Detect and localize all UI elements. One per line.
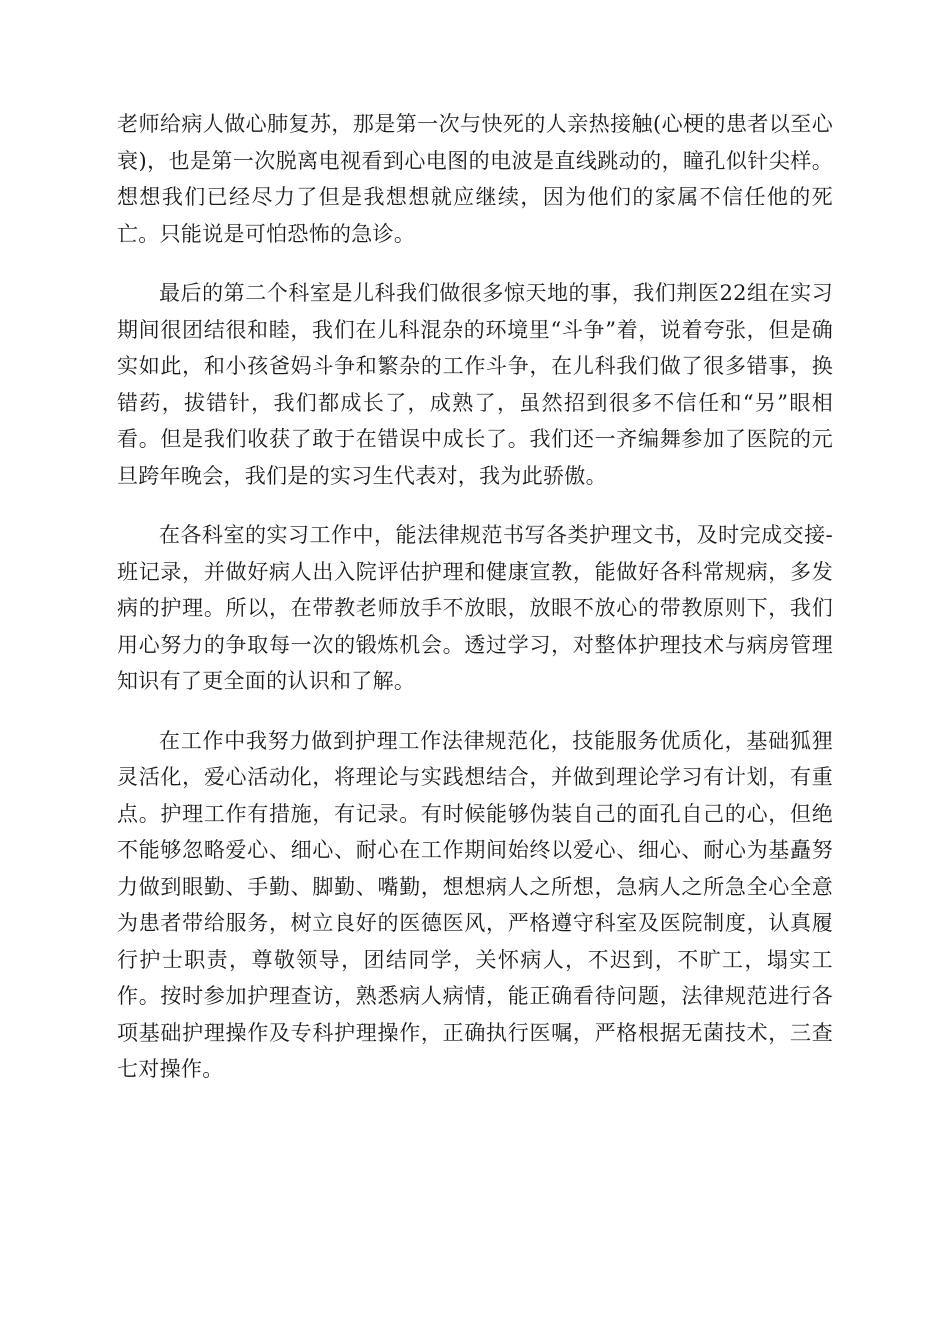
paragraph-3: 在各科室的实习工作中，能法律规范书写各类护理文书，及时完成交接-班记录，并做好病人出入院评估护理和健康宣教，能做好各科常规病，多发病的护理。所以，在带教老师放手不放眼，放眼不放心的带教原则下，我们用心努力的争取每一次的锻炼机会。透过学习，对整体护理技术与病房管理知识有了更全面的认识和了解。 bbox=[117, 523, 833, 693]
paragraph-4: 在工作中我努力做到护理工作法律规范化，技能服务优质化，基础狐狸灵活化，爱心活动化，将理论与实践想结合，并做到理论学习有计划，有重点。护理工作有措施，有记录。有时候能够伪装自己的面孔自己的心，但绝不能够忽略爱心、细心、耐心在工作期间始终以爱心、细心、耐心为基矗努力做到眼勤、手勤、脚勤、嘴勤，想想病人之所想，急病人之所急全心全意为患者带给服务，树立良好的医德医风，严格遵守科室及医院制度，认真履行护士职责，尊敬领导，团结同学，关怀病人，不迟到，不旷工，塌实工作。按时参加护理查访，熟悉病人病情，能正确看待问题，法律规范进行各项基础护理操作及专科护理操作，正确执行医嘱，严格根据无菌技术，三查七对操作。 bbox=[117, 728, 833, 1081]
paragraph-1: 老师给病人做心肺复苏，那是第一次与快死的人亲热接触(心梗的患者以至心衰)，也是第一次脱离电视看到心电图的电波是直线跳动的，瞳孔似针尖样。想想我们已经尽力了但是我想想就应继续，因为他们的家属不信任他的死亡。只能说是可怕恐怖的急诊。 bbox=[117, 112, 833, 246]
document-body bbox=[117, 106, 833, 1088]
paragraph-2: 最后的第二个科室是儿科我们做很多惊天地的事，我们荆医22组在实习期间很团结很和睦，我们在儿科混杂的环境里“斗争”着，说着夸张，但是确实如此，和小孩爸妈斗争和繁杂的工作斗争，在儿科我们做了很多错事，换错药，拔错针，我们都成长了，成熟了，虽然招到很多不信任和“另”眼相看。但是我们收获了敢于在错误中成长了。我们还一齐编舞参加了医院的元旦跨年晚会，我们是的实习生代表对，我为此骄傲。 bbox=[117, 281, 833, 488]
